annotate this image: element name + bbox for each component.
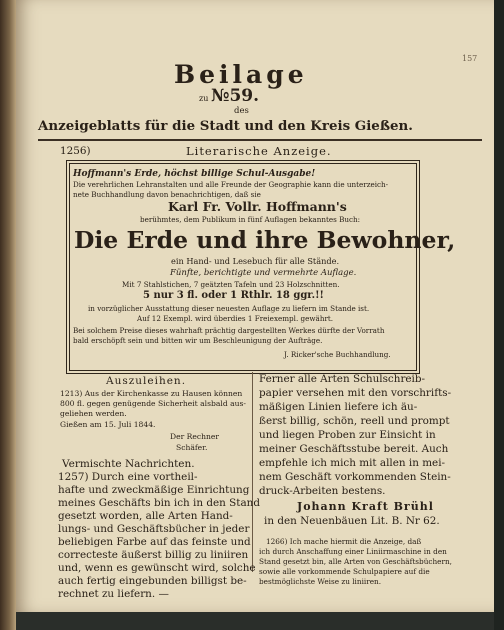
- right-notice-line: meiner Geschäftsstube bereit. Auch: [259, 443, 449, 455]
- publication-subtitle: Anzeigeblatts für die Stadt und den Kreis Gießen.: [38, 118, 413, 134]
- notice-1257-line: beliebigen Farbe auf das feinste und: [58, 536, 251, 548]
- ad-line: berühmtes, dem Publikum in fünf Auflagen bekanntes Buch:: [140, 215, 361, 224]
- notice-1266-line: sowie alle vorkommende Schulpapiere auf die: [259, 567, 430, 576]
- loan-line: 1213) Aus der Kirchenkasse zu Hausen können: [60, 389, 243, 398]
- price-line: 5 nur 3 fl. oder 1 Rthlr. 18 ggr.!!: [143, 290, 324, 301]
- right-notice-line: Ferner alle Arten Schulschreib-: [259, 373, 426, 385]
- section-heading-vermischte: Vermischte Nachrichten.: [62, 458, 195, 470]
- ad-line: in vorzüglicher Ausstattung dieser neuesten Auflage zu liefern im Stande ist.: [88, 304, 370, 313]
- ad-line: Die verehrlichen Lehranstalten und alle Freunde der Geographie kann die unterzeich-: [73, 180, 389, 189]
- loan-line: geliehen werden.: [60, 409, 127, 418]
- notice-1257-line: lungs- und Geschäftsbücher in jeder: [58, 523, 250, 535]
- column-divider: [252, 372, 253, 572]
- ad-line: bald erschöpft sein und bitten wir um Beschleunigung der Aufträge.: [73, 336, 323, 345]
- zu-label: zu: [199, 94, 209, 103]
- header-rule: [38, 139, 482, 141]
- ad-line: nete Buchhandlung davon benachrichtigen, daß sie: [73, 190, 261, 199]
- ad-headline: Hoffmann's Erde, höchst billige Schul-Ausgabe!: [73, 169, 316, 179]
- bookshop-signature: J. Ricker'sche Buchhandlung.: [284, 350, 391, 359]
- notice-1257-line: hafte und zweckmäßige Einrichtung: [58, 484, 250, 496]
- notice-1266-line: ich durch Anschaffung einer Liniirmaschine in den: [259, 547, 447, 556]
- issue-number: №59.: [211, 86, 260, 106]
- section-heading-literary: Literarische Anzeige.: [186, 144, 332, 158]
- right-notice-line: ßerst billig, schön, reell und prompt: [259, 415, 450, 427]
- page-shadow: [16, 612, 494, 630]
- book-spine: [0, 0, 16, 630]
- book-subtitle: ein Hand- und Lesebuch für alle Stände.: [171, 256, 340, 266]
- notice-1266-line: bestmöglichste Weise zu liniiren.: [259, 577, 382, 586]
- right-notice-line: und liegen Proben zur Einsicht in: [259, 429, 436, 441]
- ad-line: Auf 12 Exempl. wird überdies 1 Freiexempl. gewährt.: [137, 314, 334, 323]
- notice-1266-line: Stand gesetzt bin, alle Arten von Geschäftsbüchern,: [259, 557, 453, 566]
- loan-date: Gießen am 15. Juli 1844.: [60, 420, 156, 429]
- notice-1257-line: gesetzt worden, alle Arten Hand-: [58, 510, 233, 522]
- loan-signer-title: Der Rechner: [170, 432, 219, 441]
- right-notice-line: druck-Arbeiten bestens.: [259, 485, 386, 497]
- notice-1257-line: und, wenn es gewünscht wird, solche: [58, 562, 256, 574]
- book-title: Die Erde und ihre Bewohner,: [74, 226, 456, 254]
- des-label: des: [234, 106, 249, 116]
- right-notice-line: papier versehen mit den vorschrifts-: [259, 387, 452, 399]
- notice-1257-line: rechnet zu liefern. —: [58, 588, 169, 600]
- ad-line: Mit 7 Stahlstichen, 7 geätzten Tafeln und 23 Holzschnitten.: [122, 280, 340, 289]
- notice-1257-line: correcteste äußerst billig zu liniiren: [58, 549, 249, 561]
- author-name: Karl Fr. Vollr. Hoffmann's: [168, 199, 347, 214]
- loan-line: 800 fl. gegen genügende Sicherheit alsbald aus-: [60, 399, 246, 408]
- ad-number-1256: 1256): [60, 145, 91, 157]
- merchant-address: in den Neuenbäuen Lit. B. Nr 62.: [264, 515, 440, 527]
- page-title: Beilage: [174, 60, 308, 89]
- section-heading-auszuleihen: Auszuleihen.: [106, 375, 187, 387]
- ad-line: Bei solchem Preise dieses wahrhaft prächtig dargestellten Werkes dürfte der Vorrath: [73, 326, 385, 335]
- edition-line: Fünfte, berichtigte und vermehrte Auflage.: [170, 268, 357, 278]
- notice-1257-line: meines Geschäfts bin ich in den Stand: [58, 497, 260, 509]
- loan-signer-name: Schäfer.: [176, 443, 208, 452]
- right-notice-line: mäßigen Linien liefere ich äu-: [259, 401, 418, 413]
- merchant-signature: Johann Kraft Brühl: [297, 500, 434, 513]
- right-notice-line: nem Geschäft vorkommenden Stein-: [259, 471, 451, 483]
- notice-1257-line: auch fertig eingebunden billigst be-: [58, 575, 247, 587]
- page-number: 157: [462, 54, 478, 63]
- notice-1266-line: 1266) Ich mache hiermit die Anzeige, daß: [266, 537, 422, 546]
- right-notice-line: empfehle ich mich mit allen in mei-: [259, 457, 446, 469]
- notice-1257-line: 1257) Durch eine vortheil-: [58, 471, 198, 483]
